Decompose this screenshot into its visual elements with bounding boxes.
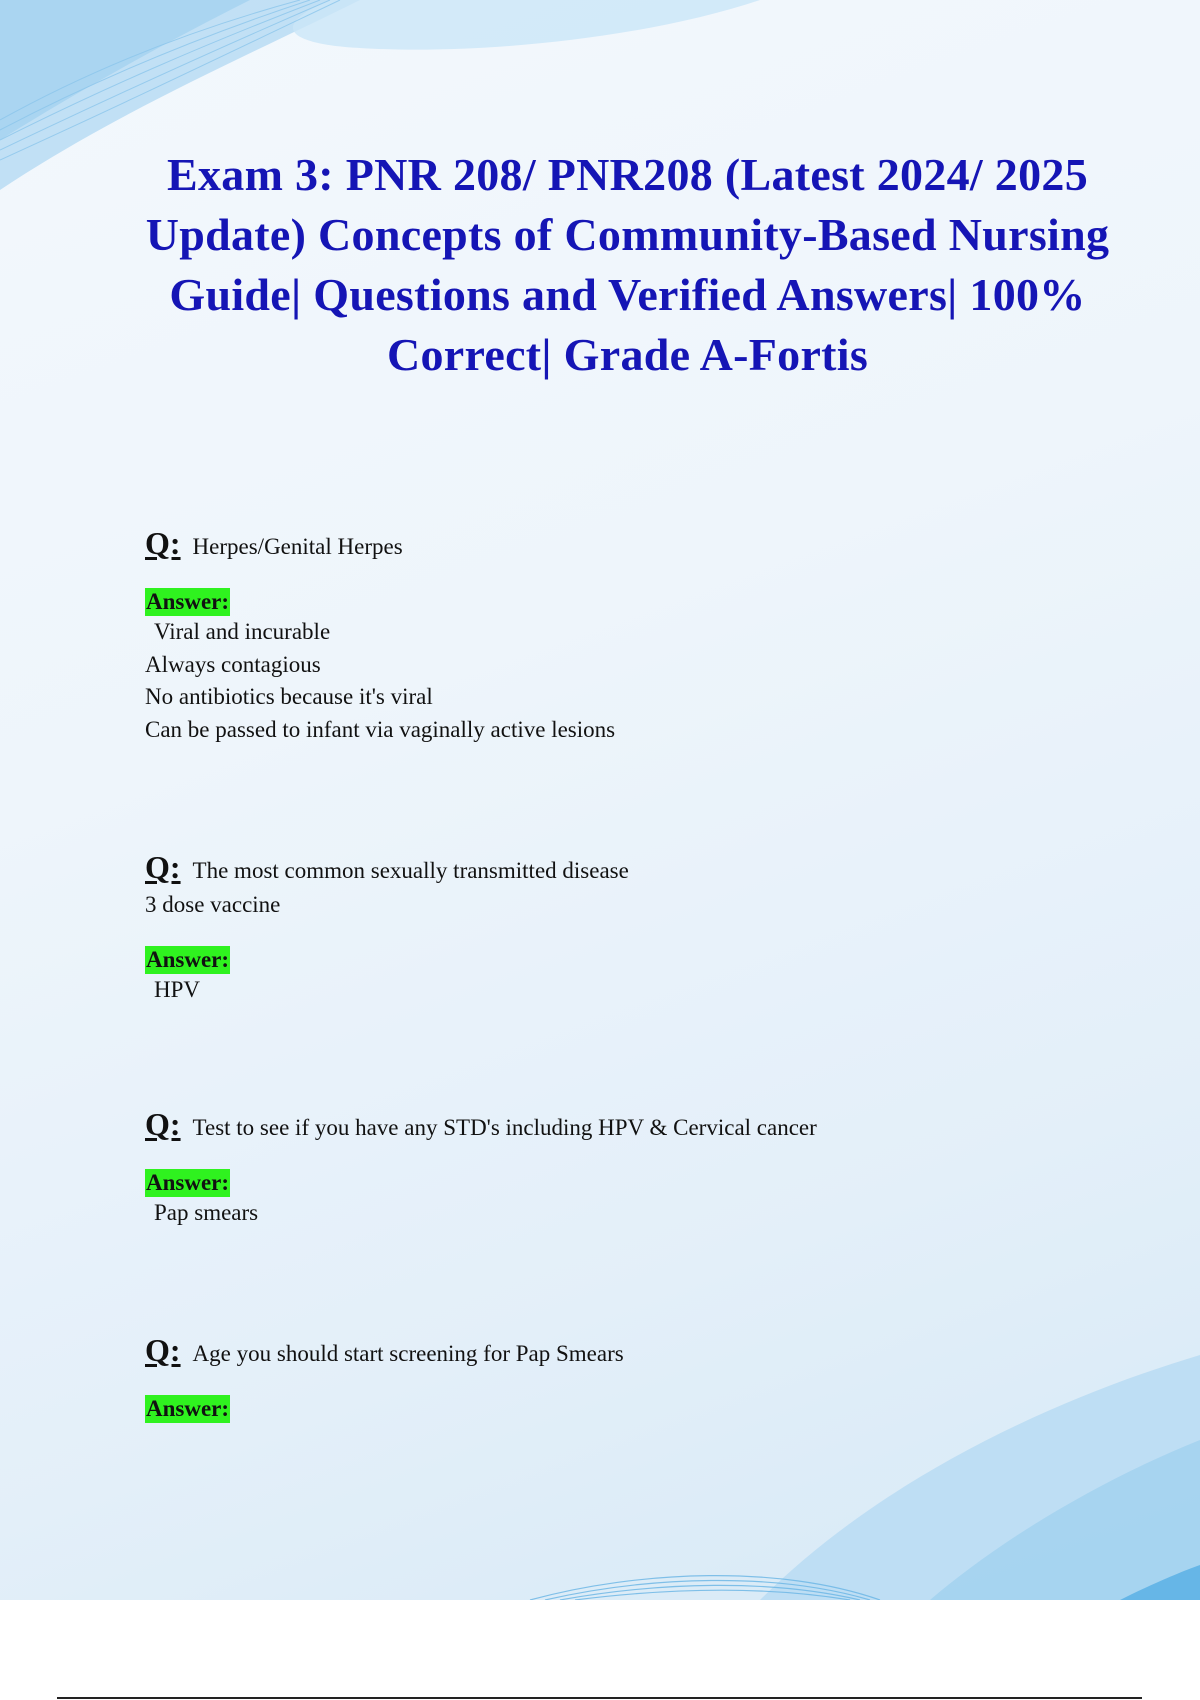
answer-text	[145, 616, 1145, 746]
answer-label: Answer:	[146, 1170, 230, 1195]
answer-label: Answer:	[146, 589, 230, 614]
footer-divider	[57, 1697, 1142, 1699]
question-line	[145, 1107, 1145, 1145]
question-text: Test to see if you have any STD's including HPV & Cervical cancer	[192, 1115, 817, 1140]
document-title: Exam 3: PNR 208/ PNR208 (Latest 2024/ 2025 Update) Concepts of Community-Based Nursing Guide| Questions and Verified Answers| 100% Correct| Grade A-Fortis	[145, 149, 1110, 380]
answer-line: Always contagious	[145, 651, 321, 677]
question-label: Q:	[145, 525, 181, 561]
question-label: Q:	[145, 1332, 181, 1368]
question-label: Q:	[145, 1106, 181, 1142]
answer-line: Can be passed to infant via vaginally active lesions	[145, 716, 616, 742]
question-line	[145, 850, 1145, 888]
answer-line: HPV	[154, 977, 201, 1002]
question-label: Q:	[145, 849, 181, 885]
answer-line: Pap smears	[154, 1200, 259, 1225]
answer-text	[145, 974, 1145, 1007]
answer-label: Answer:	[146, 1396, 230, 1421]
qa-item	[145, 850, 1145, 1007]
answer-label: Answer:	[146, 947, 230, 972]
qa-item	[145, 526, 1145, 746]
question-text: Herpes/Genital Herpes	[192, 534, 403, 559]
qa-item	[145, 1107, 1145, 1230]
answer-text	[145, 1197, 1145, 1230]
question-line	[145, 1333, 1145, 1371]
answer-line: Viral and incurable	[154, 619, 331, 644]
question-text: Age you should start screening for Pap Smears	[192, 1341, 624, 1366]
answer-line: No antibiotics because it's viral	[145, 684, 433, 709]
qa-item	[145, 1333, 1145, 1423]
question-extra-text: 3 dose vaccine	[145, 892, 281, 917]
question-line	[145, 526, 1145, 564]
question-text: The most common sexually transmitted disease	[192, 858, 629, 883]
